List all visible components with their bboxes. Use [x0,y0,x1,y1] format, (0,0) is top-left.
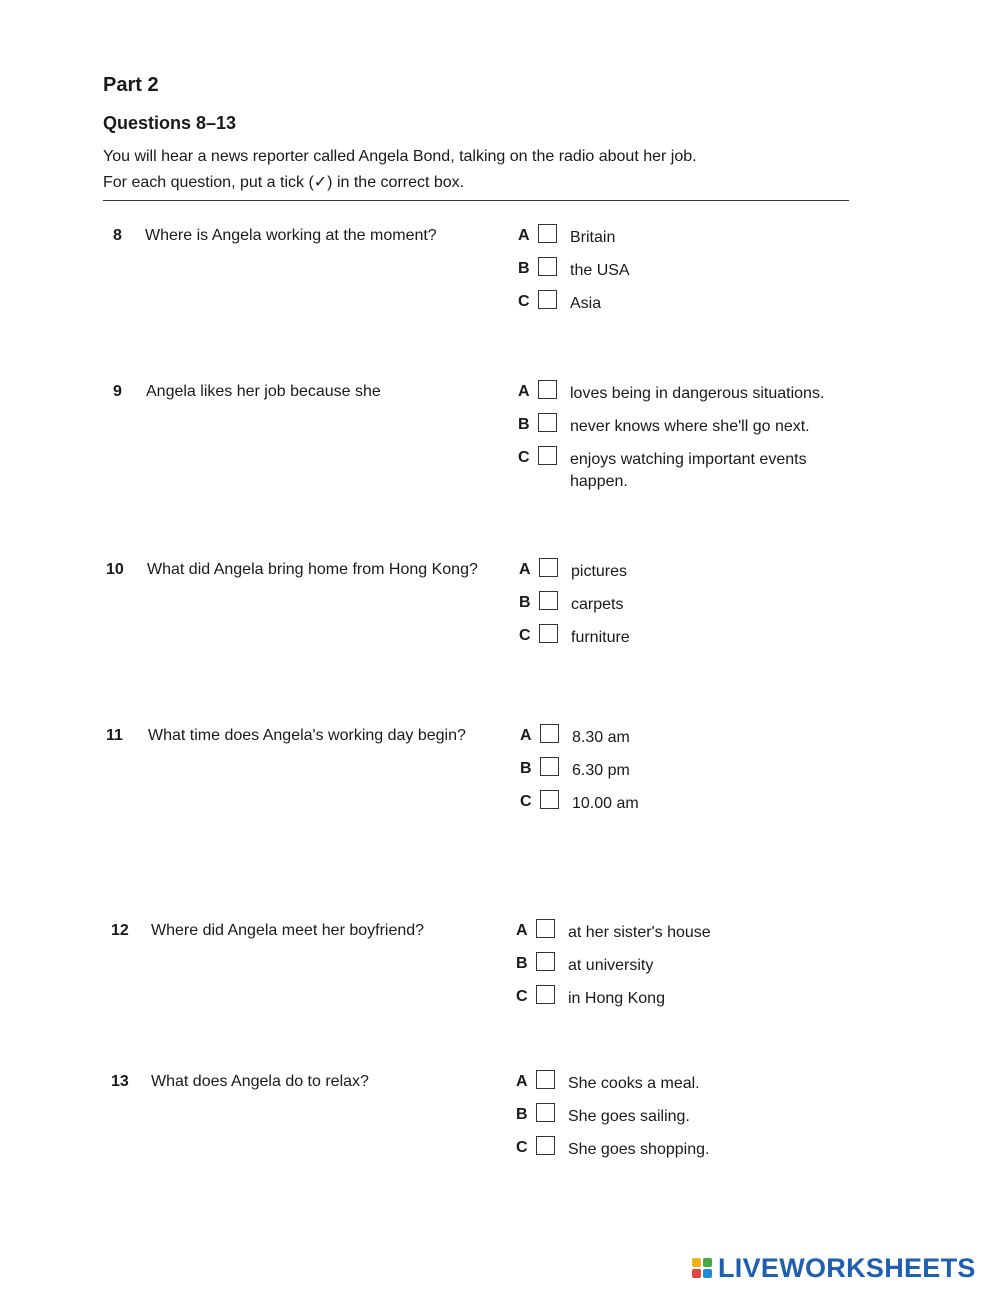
option-letter: C [520,793,532,810]
question-number: 12 [111,922,129,939]
answer-checkbox[interactable] [536,919,555,938]
question-12 [0,922,1000,1042]
answer-checkbox[interactable] [540,790,559,809]
question-number: 8 [113,227,122,244]
option-letter: C [516,1139,528,1156]
option-letter: A [516,922,528,939]
answer-checkbox[interactable] [538,257,557,276]
option-text: in Hong Kong [568,990,665,1007]
logo-text: LIVEWORKSHEETS [718,1253,976,1283]
answer-checkbox[interactable] [536,1070,555,1089]
liveworksheets-logo-icon [692,1258,714,1280]
option-text: furniture [571,629,630,646]
option-text: 8.30 am [572,729,630,746]
option-text: pictures [571,563,628,580]
question-text: What did Angela bring home from Hong Kong? [147,561,478,578]
option-letter: B [520,760,532,777]
answer-checkbox[interactable] [540,724,559,743]
question-number: 10 [106,561,124,578]
question-10 [0,561,1000,681]
option-letter: C [519,627,531,644]
question-text: Where is Angela working at the moment? [145,227,437,244]
questions-range: Questions 8–13 [103,113,237,133]
option-letter: B [516,955,528,972]
question-text: What does Angela do to relax? [151,1073,369,1090]
option-text: She cooks a meal. [568,1075,700,1092]
option-text: 10.00 am [572,795,639,812]
question-8 [0,227,1000,347]
option-letter: C [516,988,528,1005]
question-11 [0,727,1000,847]
option-letter: A [518,227,530,244]
answer-checkbox[interactable] [538,380,557,399]
answer-checkbox[interactable] [540,757,559,776]
option-letter: C [518,293,530,310]
option-text: the USA [570,262,630,279]
instructions-line-2: For each question, put a tick (✓) in the correct box. [103,174,465,191]
question-9 [0,383,1000,503]
option-text: She goes shopping. [568,1141,710,1158]
answer-checkbox[interactable] [536,1136,555,1155]
answer-checkbox[interactable] [538,290,557,309]
answer-checkbox[interactable] [536,1103,555,1122]
answer-checkbox[interactable] [536,952,555,971]
option-text: enjoys watching important events happen. [570,451,807,490]
option-text: at her sister's house [568,924,711,941]
answer-checkbox[interactable] [539,624,558,643]
question-text: Where did Angela meet her boyfriend? [151,922,425,939]
answer-checkbox[interactable] [538,224,557,243]
option-letter: B [518,260,530,277]
question-number: 11 [106,727,123,744]
option-text: She goes sailing. [568,1108,690,1125]
question-text: What time does Angela's working day begin? [148,727,466,744]
option-letter: C [518,449,530,466]
question-number: 9 [113,383,122,400]
option-letter: A [520,727,532,744]
answer-checkbox[interactable] [538,446,557,465]
question-13 [0,1073,1000,1193]
question-number: 13 [111,1073,129,1090]
option-letter: B [516,1106,528,1123]
question-text: Angela likes her job because she [146,383,381,400]
option-letter: B [519,594,531,611]
option-letter: A [516,1073,528,1090]
option-text: at university [568,957,654,974]
option-letter: A [518,383,530,400]
answer-checkbox[interactable] [538,413,557,432]
part-title: Part 2 [103,74,159,96]
option-letter: A [519,561,531,578]
option-text: 6.30 pm [572,762,630,779]
divider [103,200,849,201]
option-text: Britain [570,229,616,246]
option-text: loves being in dangerous situations. [570,385,825,402]
option-text: never knows where she'll go next. [570,418,810,435]
answer-checkbox[interactable] [539,591,558,610]
answer-checkbox[interactable] [536,985,555,1004]
option-text: Asia [570,295,602,312]
answer-checkbox[interactable] [539,558,558,577]
option-text: carpets [571,596,624,613]
instructions-line-1: You will hear a news reporter called Angela Bond, talking on the radio about her job. [103,148,697,165]
option-letter: B [518,416,530,433]
